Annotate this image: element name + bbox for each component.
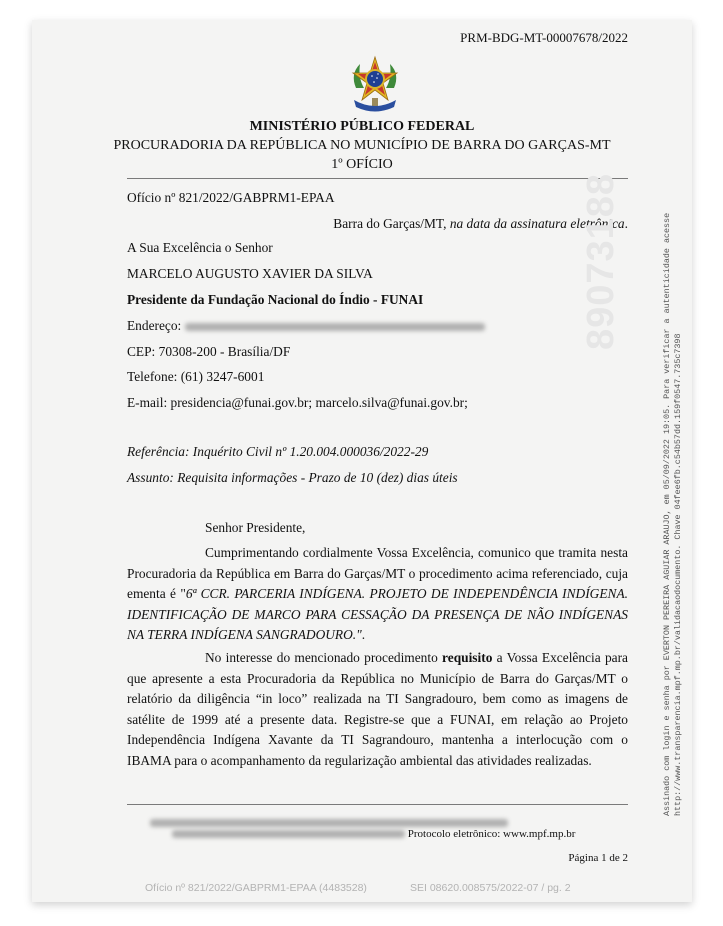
signature-line-2: http://www.transparencia.mpf.mp.br/validacaodocumento. Chave 04fee6fb.c54b57dd.159f0547.735c7398 <box>672 333 683 816</box>
address-label: Endereço: <box>127 318 182 333</box>
office-title: PROCURADORIA DA REPÚBLICA NO MUNICÍPIO DE BARRA DO GARÇAS-MT <box>113 138 611 153</box>
signature-stamp <box>662 213 683 816</box>
paragraph-2 <box>127 648 628 772</box>
paragraph-1 <box>127 543 628 646</box>
paragraph-2-text: No interesse do mencionado procedimento <box>205 650 443 665</box>
sei-office: Ofício nº 821/2022/GABPRM1-EPAA (4483528) <box>145 882 367 894</box>
redacted-phone <box>172 830 405 838</box>
address-line <box>127 318 485 334</box>
paragraph-2-bold: requisito <box>442 650 493 665</box>
document-page <box>32 20 692 902</box>
date-end: . <box>624 216 628 231</box>
place: Barra do Garças/MT, <box>333 216 447 231</box>
footer-contact-line <box>172 828 575 840</box>
recipient-title: Presidente da Fundação Nacional do Índio - FUNAI <box>127 292 424 307</box>
reference: Referência: Inquérito Civil nº 1.20.004.000036/2022-29 <box>127 444 429 459</box>
paragraph-1-ementa: 6ª CCR. PARCERIA INDÍGENA. PROJETO DE INDEPENDÊNCIA INDÍGENA. IDENTIFICAÇÃO DE MARCO PARA CESSAÇÃO DA PRESENÇA DE NÃO INDÍGENAS NA TERRA INDÍGENA SANGRADOURO." <box>127 586 628 643</box>
subject: Assunto: Requisita informações - Prazo de 10 (dez) dias úteis <box>127 470 458 485</box>
letter-number: Ofício nº 821/2022/GABPRM1-EPAA <box>127 190 335 205</box>
division-title: 1º OFÍCIO <box>331 157 393 172</box>
signature-line-1: Assinado com login e senha por EVERTON PEREIRA AGUIAR ARAUJO, em 05/09/2022 19:05. Para verificar a autenticidade acesse <box>662 212 672 816</box>
sei-process: SEI 08620.008575/2022-07 / pg. 2 <box>410 882 571 894</box>
paragraph-2-rest: a Vossa Excelência para que apresente a esta Procuradoria da República no Município de Barra do Garças/MT o relatório da diligência “in loco” realizada na TI Sangradouro, bem como as imagens de satélite de 1999 até a presente data. Registre-se que a FUNAI, em relação ao Projeto Independência Indígena Xavante da TI Sagrandouro, mantenha a interlocução com o IBAMA para o acompanhamento da regularização ambiental das atividades realizadas. <box>127 650 628 768</box>
paragraph-1-text: Cumprimentando cordialmente Vossa Excelência, comunico que tramita nesta Procuradoria da República em Barra do Garças/MT o procedimento acima referenciado, cuja ementa é " <box>127 545 628 602</box>
greeting: Senhor Presidente, <box>205 520 306 535</box>
footer-divider <box>127 804 628 805</box>
header-divider <box>127 178 628 179</box>
redacted-address <box>185 323 485 331</box>
phone: Telefone: (61) 3247-6001 <box>127 369 265 384</box>
protocol-link[interactable]: Protocolo eletrônico: www.mpf.mp.br <box>407 828 576 840</box>
document-id: PRM-BDG-MT-00007678/2022 <box>460 30 628 45</box>
paragraph-1-end: . <box>361 627 366 643</box>
cep: CEP: 70308-200 - Brasília/DF <box>127 344 291 359</box>
salutation-to: A Sua Excelência o Senhor <box>127 240 273 255</box>
recipient-name: MARCELO AUGUSTO XAVIER DA SILVA <box>127 266 373 281</box>
watermark-number: 89073188 <box>580 172 622 350</box>
ministry-title: MINISTÉRIO PÚBLICO FEDERAL <box>249 119 475 134</box>
page-number: Página 1 de 2 <box>568 852 628 864</box>
redacted-block <box>150 819 508 827</box>
coat-of-arms-icon <box>348 54 402 114</box>
date-note: na data da assinatura eletrônica <box>449 216 625 231</box>
email: E-mail: presidencia@funai.gov.br; marcelo.silva@funai.gov.br; <box>127 395 468 410</box>
